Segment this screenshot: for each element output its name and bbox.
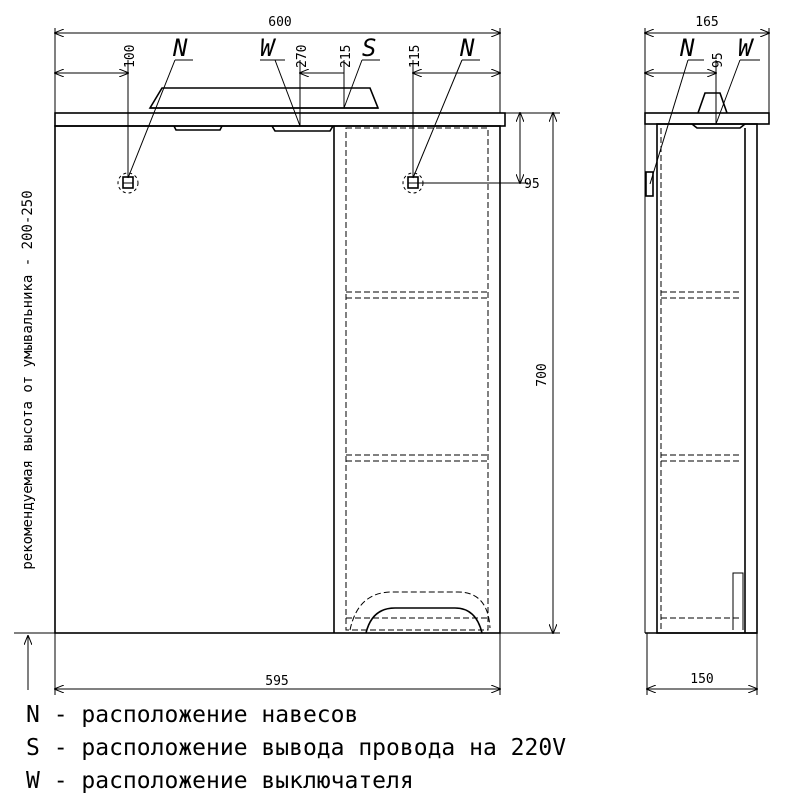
front-view	[14, 15, 560, 695]
side-note: рекомендуемая высота от умывальника - 200-250	[20, 190, 36, 570]
cabinet-body	[55, 126, 500, 633]
side-view	[645, 15, 769, 695]
dim-w: 270	[295, 44, 310, 68]
dim-height: 700	[535, 363, 550, 387]
dim-hook-drop: 95	[524, 177, 540, 192]
dim-s: 215	[339, 44, 354, 68]
bottom-arch	[366, 608, 482, 633]
legend	[26, 702, 566, 794]
label-s-front: S	[362, 34, 377, 62]
legend-item-s: S - расположение вывода провода на 220V	[26, 735, 567, 761]
label-n-left: N	[173, 34, 188, 62]
dim-switch: 95	[711, 52, 726, 68]
dim-total-width: 600	[268, 15, 292, 30]
side-top-shelf	[645, 113, 769, 124]
label-n-right: N	[460, 34, 475, 62]
legend-item-w: W - расположение выключателя	[26, 768, 414, 794]
side-cabinet-body	[657, 124, 757, 633]
shelf-section-outline	[346, 128, 488, 630]
dim-n-right: 115	[408, 44, 423, 68]
label-n-side: N	[680, 34, 695, 62]
label-w-front: W	[260, 34, 275, 62]
dim-depth-top: 165	[695, 15, 719, 30]
dim-bottom-width: 595	[265, 674, 289, 689]
label-w-side: W	[738, 34, 753, 62]
side-light-fixture	[698, 93, 727, 113]
side-hook	[646, 172, 653, 196]
legend-item-n: N - расположение навесов	[26, 702, 359, 728]
dim-n-left: 100	[123, 44, 138, 68]
dim-depth-bottom: 150	[690, 672, 714, 687]
